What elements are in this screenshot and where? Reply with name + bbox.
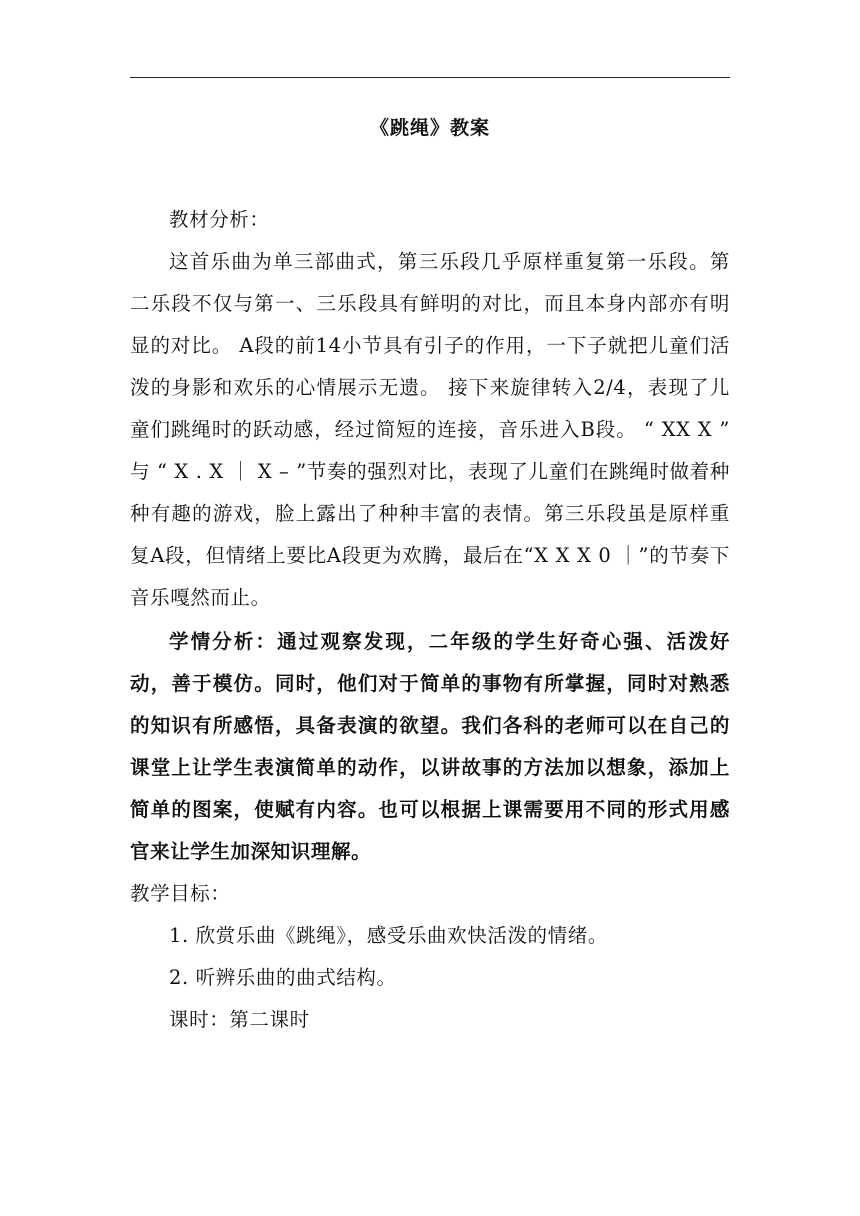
lesson-time: 课时：第二课时 <box>169 1008 310 1031</box>
student-analysis-paragraph: 学情分析：通过观察发现，二年级的学生好奇心强、活泼好动，善于模仿。同时，他们对于简单的事物有所掌握，同时对熟悉的知识有所感悟，具备表演的欲望。我们各科的老师可以在自己的课堂上让学生表演简单的动作，以讲故事的方法加以想象，添加上简单的图案，使赋有内容。也可以根据上课需要用不同的形式用感官来让学生加深知识理解。 <box>130 630 730 863</box>
material-analysis-heading: 教材分析： <box>169 208 270 231</box>
document-body <box>130 199 730 1041</box>
material-analysis-paragraph: 这首乐曲为单三部曲式，第三乐段几乎原样重复第一乐段。第二乐段不仅与第一、三乐段具有鲜明的对比，而且本身内部亦有明显的对比。 A段的前14小节具有引子的作用，一下子就把儿童们活泼的身影和欢乐的心情展示无遗。 接下来旋律转入2/4，表现了儿童们跳绳时的跃动感，经过简短的连接，音乐进入B段。 “ XX X ” 与 “ X . X ｜ X – ”节奏的强烈对比，表现了儿童们在跳绳时做着种种有趣的游戏，脸上露出了种种丰富的表情。第三乐段虽是原样重复A段，但情绪上要比A段更为欢腾，最后在“X X X 0 ｜”的节奏下音乐嘎然而止。 <box>130 250 730 609</box>
teaching-goal-1: 1. 欣赏乐曲《跳绳》，感受乐曲欢快活泼的情绪。 <box>169 924 608 947</box>
document-title: 《跳绳》教案 <box>369 117 490 139</box>
header-rule <box>130 77 730 78</box>
teaching-goal-2: 2. 听辨乐曲的曲式结构。 <box>169 966 397 989</box>
teaching-goals-heading: 教学目标： <box>130 882 231 905</box>
